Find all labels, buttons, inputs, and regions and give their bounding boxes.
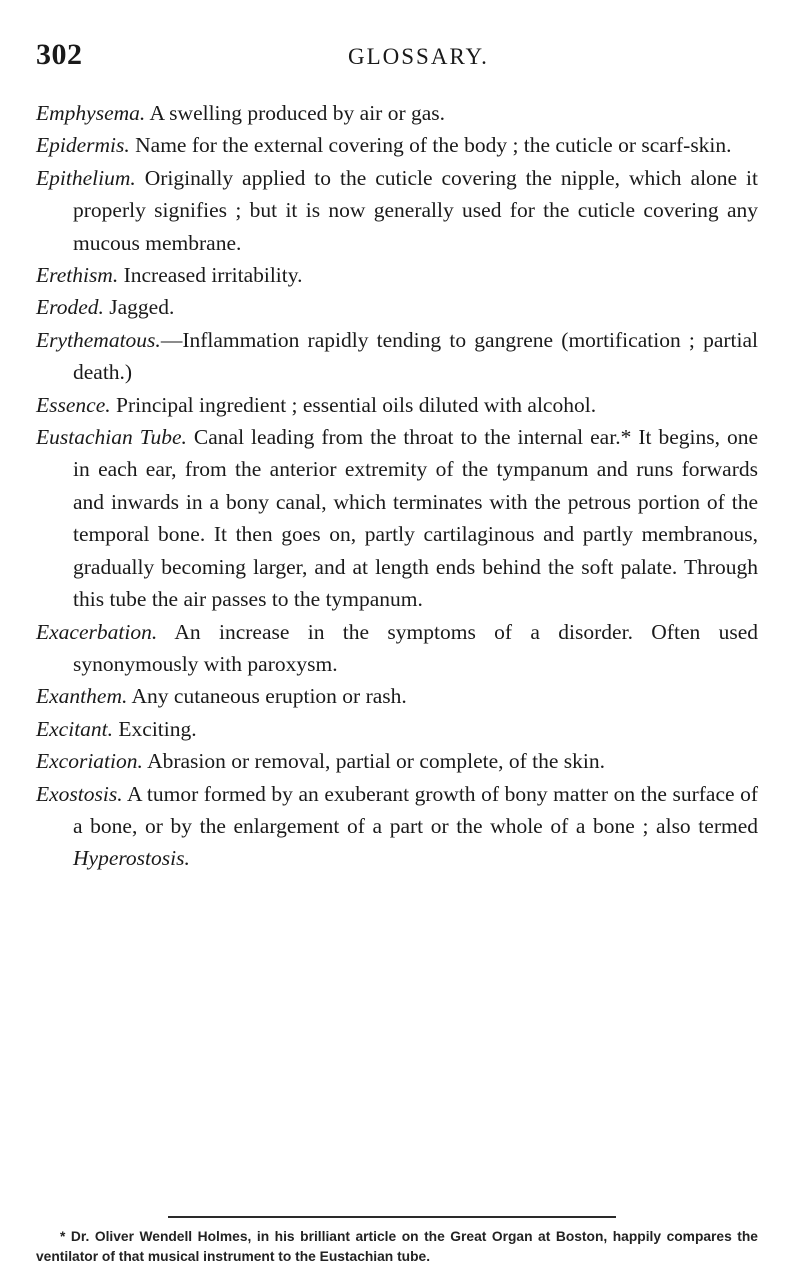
glossary-entry (36, 259, 758, 291)
entry-definition: Originally applied to the cuticle covering the nipple, which alone it properly signifies ; but it is now generally used for the cuticle covering any mucous membrane. (73, 165, 758, 255)
glossary-entry (36, 162, 758, 259)
entry-definition: Any cutaneous eruption or rash. (127, 684, 407, 709)
entry-term: Exacerbation. (36, 619, 158, 644)
entry-term: Eroded. (36, 295, 104, 320)
entry-definition: Exciting. (113, 716, 197, 741)
entry-definition: Jagged. (103, 295, 175, 320)
page-header (36, 38, 766, 78)
page-number: 302 (36, 38, 83, 71)
entry-definition: Abrasion or removal, partial or complete, of the skin. (142, 749, 606, 774)
entry-definition: A swelling produced by air or gas. (145, 101, 446, 125)
entry-term: Exostosis. (36, 781, 123, 806)
entry-definition: Name for the external covering of the body ; the cuticle or scarf-skin. (129, 133, 732, 158)
entry-term: Epidermis. (36, 133, 130, 158)
glossary-entries (36, 97, 758, 875)
glossary-entry (36, 324, 758, 389)
entry-definition: Canal leading from the throat to the internal ear.* It begins, one in each ear, from the anterior extremity of the tympanum and runs forwards and inwards in a bony canal, which terminates with the petrous portion of the temporal bone. It then goes on, partly cartilaginous and partly membranous, gradually becoming larger, and at length ends behind the soft palate. Through this tube the air passes to the tympanum. (73, 425, 758, 612)
entry-term: Eustachian Tube. (36, 425, 187, 450)
glossary-entry (36, 389, 758, 421)
glossary-entry (36, 291, 758, 323)
entry-term: Emphysema. (36, 101, 146, 125)
entry-term: Exanthem. (36, 684, 128, 709)
running-title: GLOSSARY. (348, 44, 489, 69)
entry-cross-reference: Hyperostosis. (73, 846, 190, 871)
entry-term: Erethism. (36, 263, 119, 288)
footnote-divider (168, 1216, 616, 1218)
glossary-entry (36, 616, 758, 681)
entry-definition: A tumor formed by an exuberant growth of bony matter on the surface of a bone, or by the enlargement of a part or the whole of a bone ; also termed (73, 781, 758, 838)
glossary-entry (36, 745, 758, 777)
entry-term: Excitant. (36, 716, 114, 741)
entry-definition: An increase in the symptoms of a disorder. Often used synonymously with paroxysm. (73, 619, 758, 676)
entry-definition: Principal ingredient ; essential oils diluted with alcohol. (110, 392, 597, 417)
entry-term: Excoriation. (36, 749, 143, 774)
glossary-entry (36, 97, 758, 129)
entry-term: Erythematous. (36, 327, 161, 352)
entry-definition: Increased irritability. (118, 263, 303, 288)
entry-term: Essence. (36, 392, 111, 417)
footnote: * Dr. Oliver Wendell Holmes, in his brilliant article on the Great Organ at Boston, happily compares the ventilator of that musical instrument to the Eustachian tube. (36, 1229, 758, 1264)
glossary-entry (36, 129, 758, 161)
glossary-entry (36, 421, 758, 615)
glossary-entry (36, 713, 758, 745)
entry-definition: —Inflammation rapidly tending to gangrene (mortification ; partial death.) (73, 327, 758, 385)
glossary-entry (36, 680, 758, 712)
glossary-entry (36, 778, 758, 875)
entry-term: Epithelium. (36, 165, 136, 190)
